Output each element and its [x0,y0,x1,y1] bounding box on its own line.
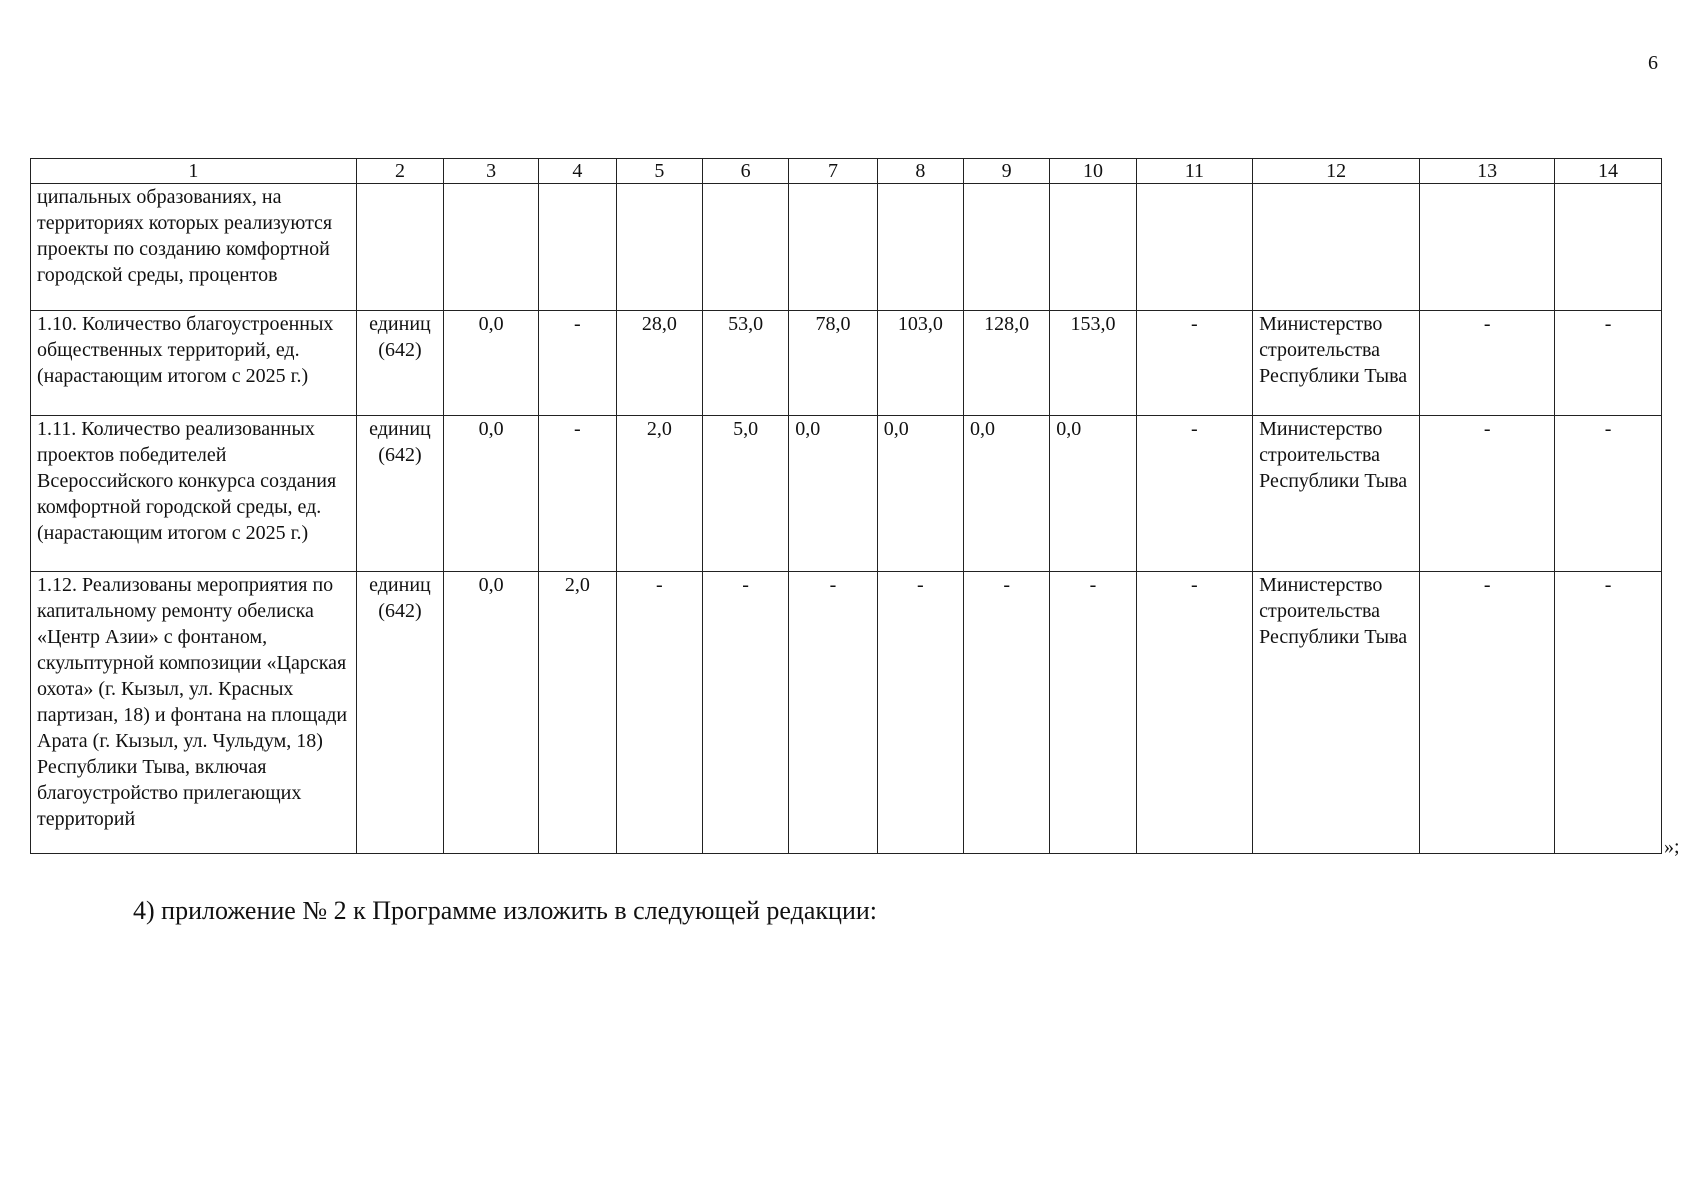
unit-cell: единиц (642) [356,572,443,854]
value-cell: 0,0 [789,416,877,572]
value-cell: 0,0 [444,572,539,854]
header-cell: 9 [964,159,1050,184]
value-cell: - [703,572,789,854]
page-number: 6 [1648,52,1658,74]
value-cell [539,184,617,311]
value-cell: 0,0 [1050,416,1136,572]
value-cell [964,184,1050,311]
value-cell [444,184,539,311]
value-cell [1136,184,1253,311]
value-cell: 28,0 [616,311,702,416]
value-cell: 128,0 [964,311,1050,416]
responsible-cell: Министерство строительства Республики Тыва [1253,311,1420,416]
value-cell: - [1555,311,1662,416]
value-cell: 0,0 [444,416,539,572]
value-cell: 0,0 [877,416,963,572]
value-cell: - [539,311,617,416]
header-cell: 14 [1555,159,1662,184]
value-cell: 0,0 [444,311,539,416]
header-cell: 3 [444,159,539,184]
value-cell: - [1555,416,1662,572]
header-cell: 2 [356,159,443,184]
header-cell: 8 [877,159,963,184]
header-cell: 1 [31,159,357,184]
indicator-name: ципальных образованиях, на территориях которых реализуются проекты по созданию комфортной городской среды, процентов [31,184,357,311]
amendment-instruction: 4) приложение № 2 к Программе изложить в следующей редакции: [133,896,877,925]
closing-quote: »; [1664,836,1680,858]
value-cell: 103,0 [877,311,963,416]
value-cell: - [1420,572,1555,854]
value-cell: 2,0 [539,572,617,854]
header-cell: 11 [1136,159,1253,184]
value-cell: - [964,572,1050,854]
table-row [31,184,1662,311]
value-cell: - [1136,572,1253,854]
value-cell: 2,0 [616,416,702,572]
value-cell: 78,0 [789,311,877,416]
value-cell: 53,0 [703,311,789,416]
header-cell: 13 [1420,159,1555,184]
value-cell: - [1420,416,1555,572]
value-cell: 0,0 [964,416,1050,572]
value-cell: - [1136,311,1253,416]
value-cell [789,184,877,311]
header-cell: 4 [539,159,617,184]
header-cell: 6 [703,159,789,184]
value-cell: - [1136,416,1253,572]
value-cell [703,184,789,311]
table-row [31,572,1662,854]
value-cell: - [1555,572,1662,854]
value-cell: - [789,572,877,854]
responsible-cell: Министерство строительства Республики Тыва [1253,572,1420,854]
table-row [31,311,1662,416]
unit-cell [356,184,443,311]
value-cell: 5,0 [703,416,789,572]
value-cell: - [539,416,617,572]
value-cell [877,184,963,311]
value-cell [1420,184,1555,311]
header-cell: 7 [789,159,877,184]
responsible-cell [1253,184,1420,311]
indicators-table [30,158,1662,854]
value-cell: - [1420,311,1555,416]
unit-cell: единиц (642) [356,416,443,572]
value-cell [1050,184,1136,311]
value-cell: 153,0 [1050,311,1136,416]
indicator-name: 1.10. Количество благоустроенных общественных территорий, ед. (нарастающим итогом с 2025 г.) [31,311,357,416]
value-cell: - [616,572,702,854]
header-cell: 12 [1253,159,1420,184]
value-cell: - [877,572,963,854]
table-row [31,416,1662,572]
responsible-cell: Министерство строительства Республики Тыва [1253,416,1420,572]
value-cell [616,184,702,311]
indicator-name: 1.11. Количество реализованных проектов победителей Всероссийского конкурса создания комфортной городской среды, ед. (нарастающим итогом с 2025 г.) [31,416,357,572]
unit-cell: единиц (642) [356,311,443,416]
value-cell [1555,184,1662,311]
header-cell: 5 [616,159,702,184]
table-header-row [31,159,1662,184]
header-cell: 10 [1050,159,1136,184]
indicator-name: 1.12. Реализованы мероприятия по капитальному ремонту обелиска «Центр Азии» с фонтаном, скульптурной композиции «Царская охота» (г. Кызыл, ул. Красных партизан, 18) и фонтана на площади Арата (г. Кызыл, ул. Чульдум, 18) Республики Тыва, включая благоустройство прилегающих территорий [31,572,357,854]
value-cell: - [1050,572,1136,854]
